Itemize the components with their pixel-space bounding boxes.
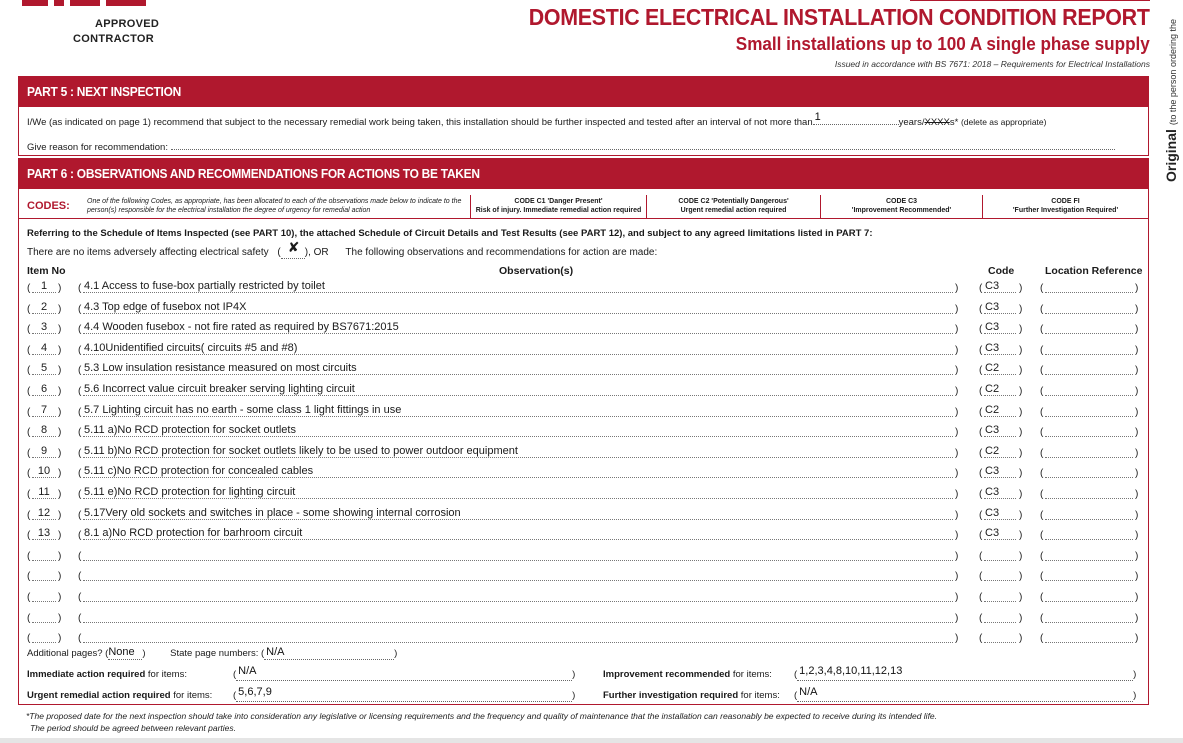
further-row: Further investigation required for items: — [603, 690, 780, 701]
observation-row: ( 6 ) ( 5.6 Incorrect value circuit breaker serving lighting circuit ) ( C2 ) ( ) — [27, 383, 1139, 397]
code-field[interactable]: C3 — [985, 280, 1000, 292]
referring-text: Referring to the Schedule of Items Inspected (see PART 10), the attached Schedule of Circuit Details and Test Results (see PART 12), and subject to any agreed limitations listed in PART 7: — [27, 228, 873, 239]
logo-mark — [22, 0, 48, 6]
reason-row — [27, 140, 1140, 153]
reason-label: Give reason for recommendation: — [27, 142, 168, 153]
code-fi-cell: CODE FI 'Further Investigation Required' — [982, 195, 1148, 218]
item-no-field[interactable]: 10 — [37, 465, 51, 478]
item-no-field[interactable]: 5 — [40, 362, 48, 375]
improvement-field[interactable]: 1,2,3,4,8,10,11,12,13 — [797, 669, 1133, 681]
delete-note: (delete as appropriate) — [960, 117, 1047, 127]
copy-side-label — [1161, 0, 1181, 185]
page-subtitle: Small installations up to 100 A single phase supply — [736, 34, 1150, 54]
observation-field[interactable]: 5.7 Lighting circuit has no earth - some class 1 light fittings in use — [84, 403, 402, 416]
code-field[interactable]: C3 — [985, 300, 1000, 313]
footnote-line-1: *The proposed date for the next inspection should take into consideration any legislative or licensing requirements and the frequency and quality of maintenance that the installation can reasonably be expected to receive during its intended life. — [26, 711, 938, 721]
footnote-line-2: The period should be agreed between relevant parties. — [30, 723, 237, 733]
further-field[interactable]: N/A — [797, 690, 1133, 702]
no-items-row: There are no items adversely affecting electrical safety ( ✘ ), OR The following observations and recommendations for action are made: — [27, 239, 658, 258]
months-struck: XXXX — [924, 117, 950, 128]
observation-row: ( ) ( ) ( ) ( ) — [27, 612, 1139, 624]
window-bottom-strip — [0, 738, 1183, 743]
following-text: The following observations and recommendations for action are made: — [345, 247, 658, 258]
observation-field[interactable]: 5.11 e)No RCD protection for lighting circuit — [84, 486, 296, 498]
additional-pages-field[interactable]: None — [108, 648, 142, 660]
observation-field[interactable]: 5.11 a)No RCD protection for socket outlets — [84, 424, 296, 437]
col-item-no: Item No — [27, 265, 66, 277]
further-field-wrap: ( N/A ) — [794, 686, 1137, 701]
item-no-field[interactable]: 3 — [40, 321, 48, 334]
no-items-or: ), OR — [304, 247, 329, 258]
codes-label: CODES: — [27, 200, 70, 212]
side-label-text: (to the person ordering the — [1168, 19, 1178, 126]
code-c3-cell: CODE C3 'Improvement Recommended' — [820, 195, 982, 218]
code-c2-cell: CODE C2 'Potentially Dangerous' Urgent remedial action required — [646, 195, 820, 218]
observation-field[interactable]: 5.3 Low insulation resistance measured on most circuits — [84, 362, 357, 375]
code-field[interactable]: C3 — [985, 321, 1000, 334]
interval-field[interactable]: 1 — [813, 115, 899, 125]
item-no-field[interactable]: 6 — [40, 383, 48, 395]
item-no-field[interactable]: 9 — [40, 444, 48, 457]
code-field[interactable]: C3 — [985, 486, 1000, 498]
code-field[interactable]: C3 — [985, 527, 1000, 540]
title-rule — [910, 0, 1150, 2]
observation-row: ( 8 ) ( 5.11 a)No RCD protection for socket outlets ) ( C3 ) ( ) — [27, 424, 1139, 439]
observation-field[interactable]: 4.10Unidentified circuits( circuits #5 and #8) — [84, 341, 298, 354]
logo-caption-contractor: CONTRACTOR — [73, 33, 155, 45]
item-no-field[interactable]: 7 — [40, 403, 48, 416]
code-field[interactable]: C2 — [985, 383, 1000, 395]
code-c1-cell: CODE C1 'Danger Present' Risk of injury. Immediate remedial action required — [470, 195, 646, 218]
observation-row: ( ) ( ) ( ) ( ) — [27, 571, 1139, 583]
item-no-field[interactable]: 12 — [37, 506, 51, 519]
urgent-field-wrap: ( 5,6,7,9 ) — [233, 686, 576, 701]
logo-caption-approved: APPROVED — [95, 18, 160, 30]
footnote — [26, 710, 937, 734]
recommend-row — [27, 111, 1140, 128]
code-field[interactable]: C2 — [985, 362, 1000, 375]
observation-row: ( 2 ) ( 4.3 Top edge of fusebox not IP4X ) ( C3 ) ( ) — [27, 300, 1139, 315]
codes-description: One of the following Codes, as appropriate, has been allocated to each of the observations made below to indicate to the person(s) responsible for the electrical installation the degree of urgency for remedial action — [87, 198, 462, 214]
observation-row: ( 5 ) ( 5.3 Low insulation resistance measured on most circuits ) ( C2 ) ( ) — [27, 362, 1139, 377]
improvement-row: Improvement recommended for items: — [603, 669, 772, 680]
observation-row: ( 11 ) ( 5.11 e)No RCD protection for lighting circuit ) ( C3 ) ( ) — [27, 486, 1139, 500]
urgent-row: Urgent remedial action required for items: — [27, 690, 213, 701]
additional-pages-row: Additional pages? ( None ) State page numbers: ( N/A ) — [27, 646, 398, 659]
col-observations: Observation(s) — [499, 265, 574, 277]
months-suffix: s* — [949, 117, 959, 128]
code-field[interactable]: C3 — [985, 341, 1000, 354]
col-location: Location Reference — [1045, 265, 1143, 277]
immediate-field[interactable]: N/A — [236, 669, 572, 681]
code-field[interactable]: C3 — [985, 465, 1000, 478]
logo-mark — [70, 0, 100, 6]
reason-field[interactable] — [171, 140, 1115, 150]
observation-field[interactable]: 5.11 c)No RCD protection for concealed cables — [84, 465, 314, 478]
item-no-field[interactable]: 2 — [40, 300, 48, 313]
recommend-text: I/We (as indicated on page 1) recommend that subject to the necessary remedial work being taken, this installation should be further inspected and tested after an interval of not more than — [27, 117, 813, 128]
observation-row: ( ) ( ) ( ) ( ) — [27, 592, 1139, 603]
code-field[interactable]: C2 — [985, 403, 1000, 416]
observation-row: ( 12 ) ( 5.17Very old sockets and switches in place - some showing internal corrosion ) ( C3 ) ( ) — [27, 506, 1139, 521]
logo-mark — [54, 0, 64, 6]
no-items-checkbox[interactable]: ✘ — [281, 247, 305, 259]
observation-row: ( 7 ) ( 5.7 Lighting circuit has no earth - some class 1 light fittings in use ) ( C2 ) ( ) — [27, 403, 1139, 418]
code-field[interactable]: C2 — [985, 444, 1000, 457]
observation-row: ( 13 ) ( 8.1 a)No RCD protection for barhroom circuit ) ( C3 ) ( ) — [27, 527, 1139, 542]
code-field[interactable]: C3 — [985, 506, 1000, 519]
observation-field[interactable]: 5.17Very old sockets and switches in place - some showing internal corrosion — [84, 506, 461, 519]
codes-row — [19, 195, 1148, 219]
observation-row: ( 3 ) ( 4.4 Wooden fusebox - not fire rated as required by BS7671:2015 ) ( C3 ) ( ) — [27, 321, 1139, 336]
side-label-bold: Original — [1163, 129, 1179, 182]
observation-row: ( ) ( ) ( ) ( ) — [27, 550, 1139, 562]
observation-field[interactable]: 5.6 Incorrect value circuit breaker serving lighting circuit — [84, 383, 355, 395]
observation-row: ( 1 ) ( 4.1 Access to fuse-box partially restricted by toilet ) ( C3 ) ( ) — [27, 280, 1139, 294]
issued-note: Issued in accordance with BS 7671: 2018 – Requirements for Electrical Installations — [834, 59, 1150, 69]
observation-field[interactable]: 4.4 Wooden fusebox - not fire rated as required by BS7671:2015 — [84, 321, 399, 334]
niceic-logo — [22, 0, 160, 52]
item-no-field[interactable]: 13 — [37, 527, 51, 540]
item-no-field[interactable]: 4 — [40, 341, 48, 354]
page-title: DOMESTIC ELECTRICAL INSTALLATION CONDITION REPORT — [529, 4, 1150, 30]
observation-row: ( 10 ) ( 5.11 c)No RCD protection for concealed cables ) ( C3 ) ( ) — [27, 465, 1139, 480]
immediate-row: Immediate action required for items: — [27, 669, 187, 680]
logo-mark — [106, 0, 146, 6]
immediate-field-wrap: ( N/A ) — [233, 665, 576, 680]
observation-field[interactable]: 8.1 a)No RCD protection for barhroom circuit — [84, 527, 303, 540]
observation-field[interactable]: 5.11 b)No RCD protection for socket outlets likely to be used to power outdoor equipment — [84, 444, 518, 457]
col-code: Code — [988, 265, 1015, 277]
part5-heading: PART 5 : NEXT INSPECTION — [19, 77, 1148, 107]
item-no-field[interactable]: 11 — [38, 486, 50, 498]
part5-next-inspection — [18, 76, 1149, 156]
observation-row: ( 9 ) ( 5.11 b)No RCD protection for socket outlets likely to be used to power outdoor equipment ) ( C2 ) ( ) — [27, 444, 1139, 459]
part6-heading: PART 6 : OBSERVATIONS AND RECOMMENDATIONS FOR ACTIONS TO BE TAKEN — [19, 159, 1148, 189]
item-no-field[interactable]: 8 — [40, 424, 48, 437]
observation-field[interactable]: 4.1 Access to fuse-box partially restricted by toilet — [84, 280, 325, 292]
observation-row: ( ) ( ) ( ) ( ) — [27, 633, 1139, 645]
code-field[interactable]: C3 — [985, 424, 1000, 437]
observation-field[interactable]: 4.3 Top edge of fusebox not IP4X — [84, 300, 247, 313]
state-pages-field[interactable]: N/A — [264, 648, 394, 660]
no-items-text: There are no items adversely affecting electrical safety — [27, 247, 269, 258]
improvement-field-wrap: ( 1,2,3,4,8,10,11,12,13 ) — [794, 665, 1137, 680]
observation-row: ( 4 ) ( 4.10Unidentified circuits( circuits #5 and #8) ) ( C3 ) ( ) — [27, 341, 1139, 356]
part6-observations — [18, 158, 1149, 705]
years-label: years/ — [898, 117, 925, 128]
item-no-field[interactable]: 1 — [40, 280, 48, 292]
urgent-field[interactable]: 5,6,7,9 — [236, 690, 572, 702]
